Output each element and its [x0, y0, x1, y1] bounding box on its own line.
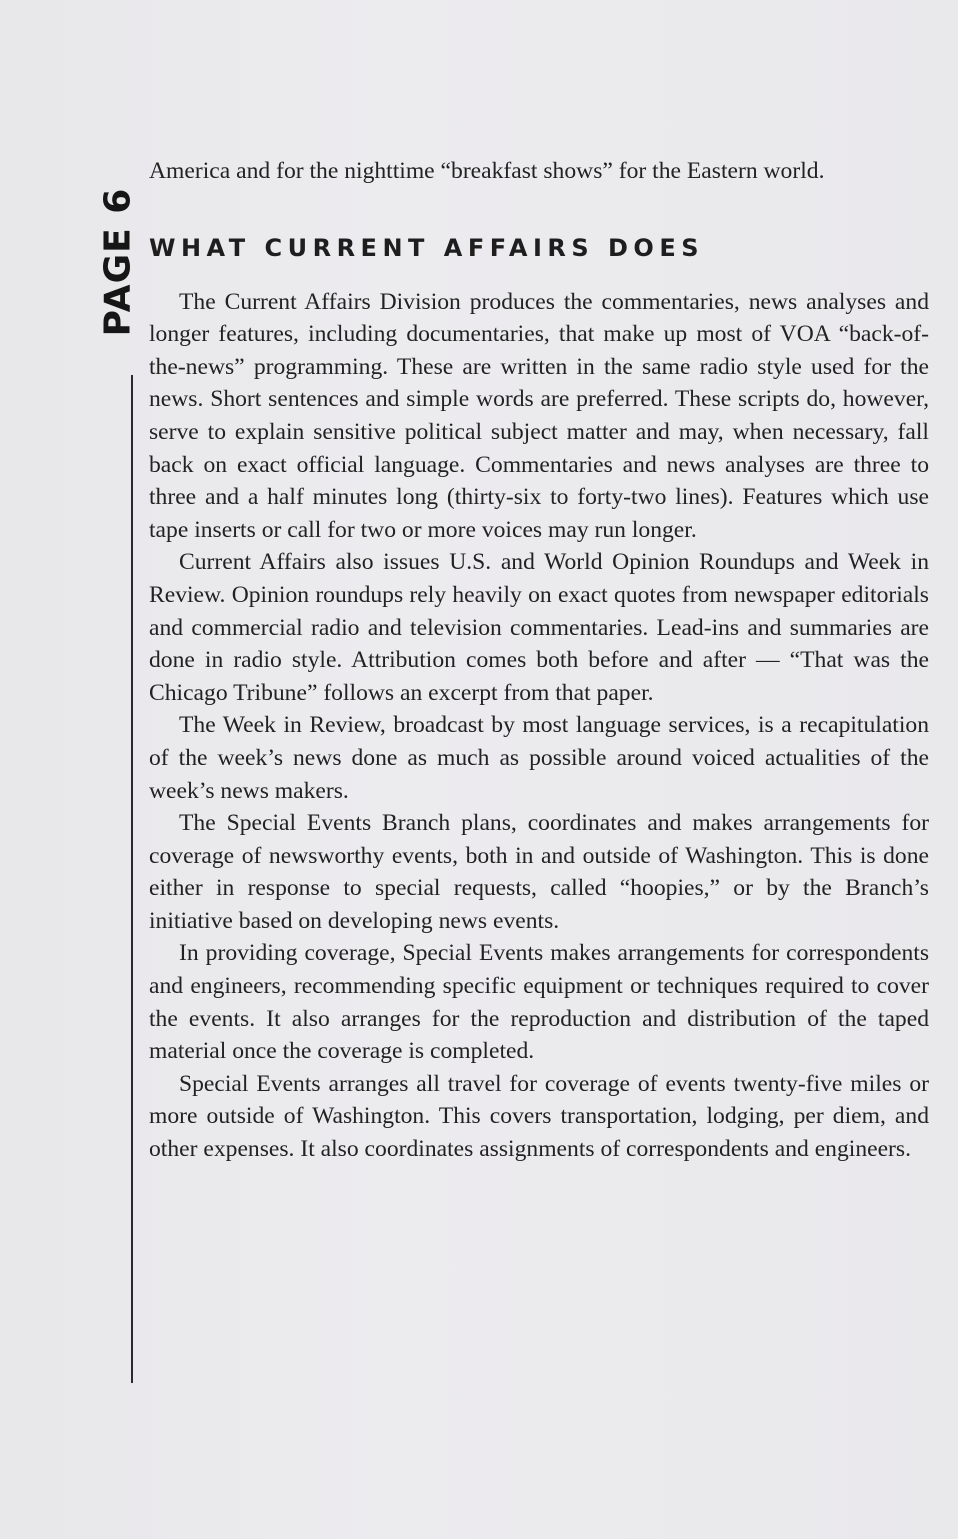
paragraph: The Current Affairs Division produces the commentaries, news analyses and longer features, including documentaries, that make up most of VOA “back-of-the-news” programming. These are written in the same radio style used for the news. Short sentences and simple words are preferred. These scripts do, however, serve to explain sensitive political subject matter and may, when necessary, fall back on exact official language. Commentaries and news analyses are three to three and a half minutes long (thirty-six to forty-two lines). Features which use tape inserts or call for two or more voices may run longer.: [149, 288, 929, 543]
page-number-tab: [97, 162, 139, 362]
page-number-label: PAGE 6: [97, 187, 139, 337]
paragraph: The Special Events Branch plans, coordinates and makes arrangements for coverage of newsworthy events, both in and outside of Washington. This is done either in response to special requests, called “hoopies,” or by the Branch’s initiative based on developing news events.: [149, 810, 929, 934]
section-heading: WHAT CURRENT AFFAIRS DOES: [149, 233, 705, 262]
paragraph: Current Affairs also issues U.S. and World Opinion Roundups and Week in Review. Opinion roundups rely heavily on exact quotes from newspaper editorials and commercial radio and television commentaries. Lead-ins and summaries are done in radio style. Attribution comes both before and after — “That was the Chicago Tribune” follows an excerpt from that paper.: [149, 549, 929, 706]
margin-rule: [131, 375, 133, 1383]
paragraph: Special Events arranges all travel for coverage of events twenty-five miles or more outside of Washington. This covers transportation, lodging, per diem, and other expenses. It also coordinates assignments of correspondents and engineers.: [149, 1070, 929, 1163]
paragraph: In providing coverage, Special Events makes arrangements for correspondents and engineers, recommending specific equipment or techniques required to cover the events. It also arranges for the reproduction and distribution of the taped material once the coverage is completed.: [149, 940, 929, 1065]
continued-paragraph: America and for the nighttime “breakfast shows” for the Eastern world.: [149, 158, 825, 184]
page-body: [149, 155, 929, 1166]
paragraph: The Week in Review, broadcast by most language services, is a recapitulation of the week’s news done as much as possible around voiced actualities of the week’s news makers.: [149, 712, 929, 804]
